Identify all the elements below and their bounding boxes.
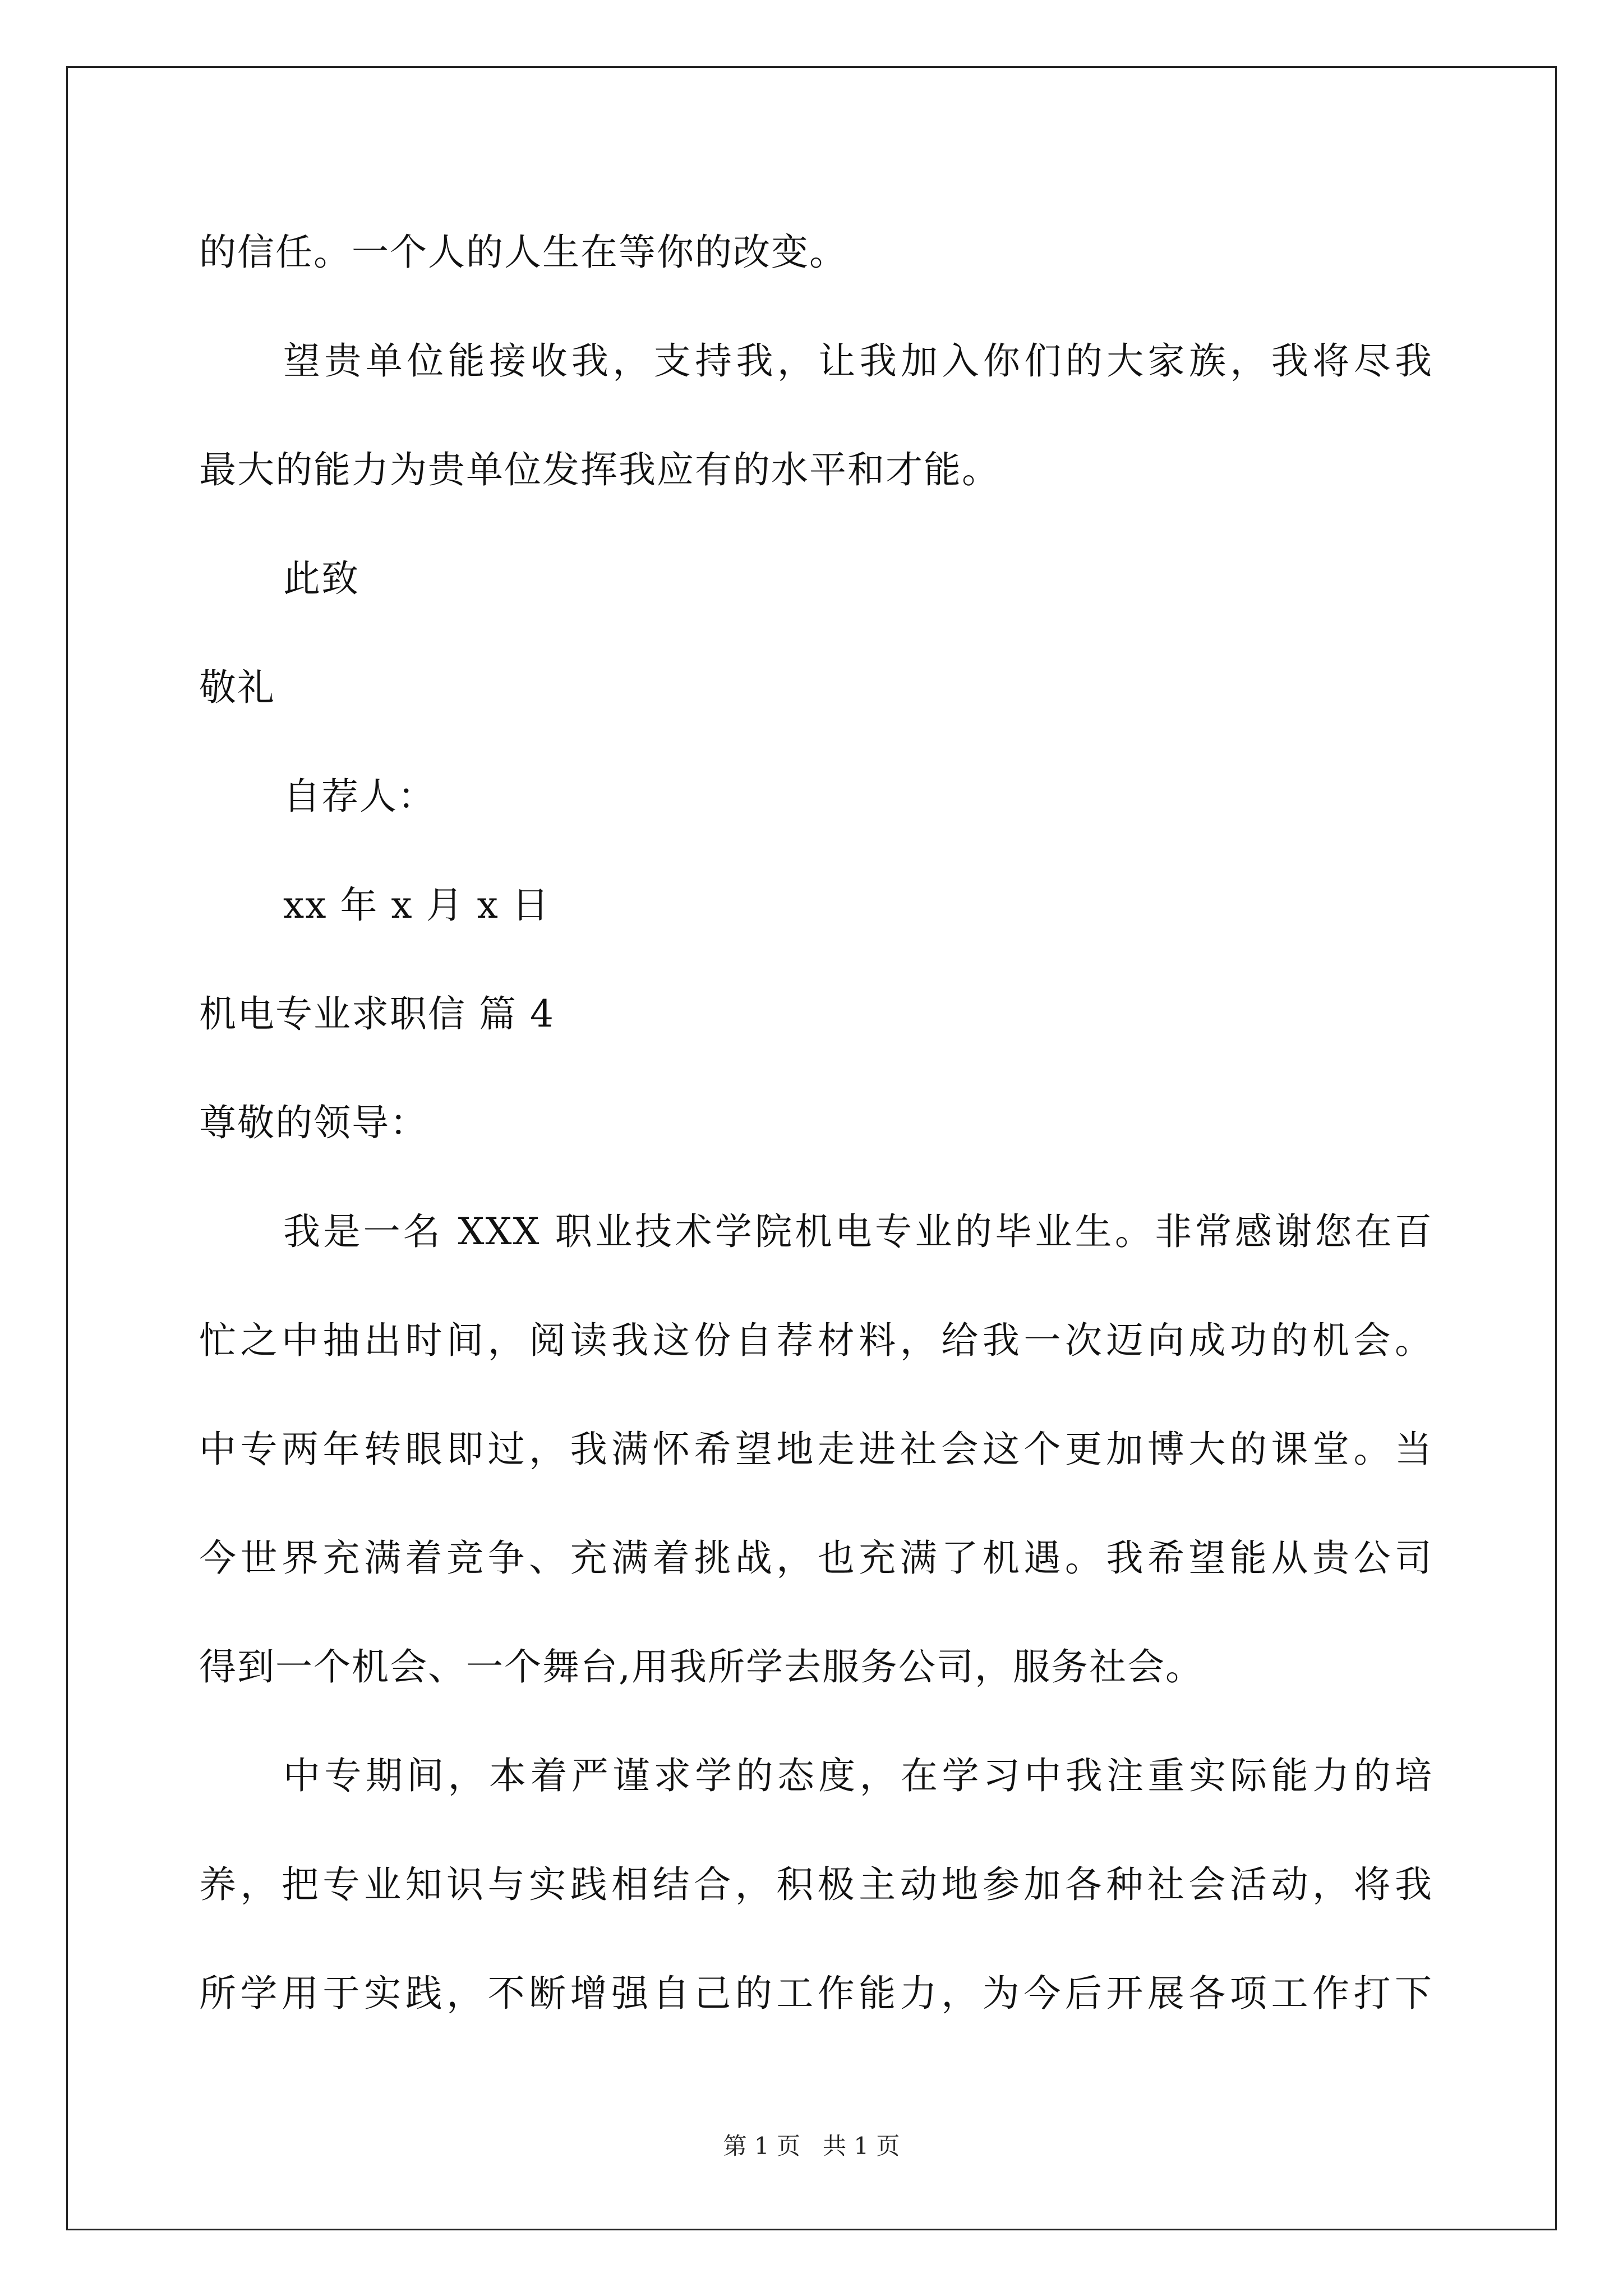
page-number: 第 1 页 — [723, 2132, 800, 2160]
closing-regards: 敬礼 — [199, 666, 275, 709]
greeting: 尊敬的领导： — [199, 1101, 428, 1144]
text-line-15: 中专期间，本着严谨求学的态度，在学习中我注重实际能力的培 — [283, 1754, 1433, 1797]
text-line-16: 养，把专业知识与实践相结合，积极主动地参加各种社会活动，将我 — [199, 1863, 1433, 1906]
text-line-2: 望贵单位能接收我，支持我，让我加入你们的大家族，我将尽我 — [283, 339, 1433, 383]
closing-salutation: 此致 — [283, 557, 359, 600]
section-title: 机电专业求职信 篇 4 — [199, 992, 555, 1036]
text-line-11: 忙之中抽出时间，阅读我这份自荐材料，给我一次迈向成功的机会。 — [199, 1319, 1433, 1362]
text-line-13: 今世界充满着竞争、充满着挑战，也充满了机遇。我希望能从贵公司 — [199, 1536, 1433, 1580]
text-line-17: 所学用于实践，不断增强自己的工作能力，为今后开展各项工作打下 — [199, 1972, 1433, 2015]
page-footer — [0, 2131, 1623, 2162]
text-line-1: 的信任。一个人的人生在等你的改变。 — [199, 231, 847, 274]
text-line-10: 我是一名 XXX 职业技术学院机电专业的毕业生。非常感谢您在百 — [283, 1210, 1433, 1253]
page-total: 共 1 页 — [823, 2132, 900, 2160]
text-line-12: 中专两年转眼即过，我满怀希望地走进社会这个更加博大的课堂。当 — [199, 1428, 1433, 1471]
text-line-3: 最大的能力为贵单位发挥我应有的水平和才能。 — [199, 448, 1000, 491]
signature-label: 自荐人： — [283, 775, 436, 818]
text-line-14: 得到一个机会、一个舞台,用我所学去服务公司，服务社会。 — [199, 1645, 1204, 1688]
date-line: xx 年 x 月 x 日 — [283, 884, 550, 927]
